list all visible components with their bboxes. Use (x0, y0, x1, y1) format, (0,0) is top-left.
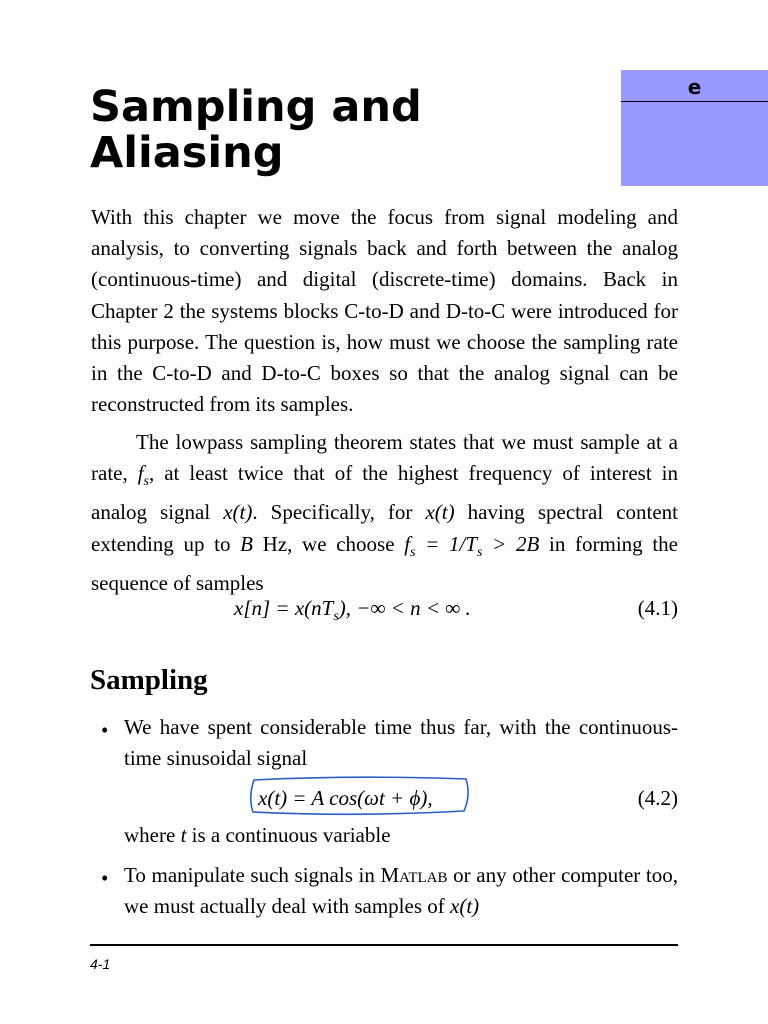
fs-subscript: s (143, 474, 149, 490)
p2-text-1: The lowpass sampling theorem states that we must sample at a rate, (91, 430, 678, 486)
equation-4-2-number: (4.2) (637, 786, 678, 810)
sampling-rate-eq-2B: > 2B (482, 531, 540, 556)
equation-4-1-number: (4.1) (637, 596, 678, 620)
chapter-tab-rule (621, 101, 768, 102)
chapter-title-line1: Sampling and (90, 82, 422, 132)
eq41-subscript: s (333, 609, 339, 624)
sampling-rate-eq-f: f (404, 531, 411, 556)
bullet-2-text-2: or any other computer too, we must actually deal with samples of (124, 863, 678, 919)
xt-symbol-2: x(t) (425, 500, 455, 525)
p2-text-3: . Specifically, for (252, 500, 426, 525)
chapter-tab (621, 70, 768, 186)
footer-rule (90, 944, 678, 946)
p2-text-4: having spectral content extending up to (91, 500, 679, 556)
p2-text-5: Hz, we choose (252, 531, 405, 556)
xt-symbol-1: x(t) (223, 500, 253, 525)
bullet-2-symbol: • (101, 866, 109, 890)
chapter-tab-letter: e (687, 75, 702, 99)
eq41-lhs: x[n] = x(nT (234, 596, 334, 620)
bullet-1-symbol: • (101, 718, 109, 742)
eq41-rhs: ), −∞ < n < ∞ . (338, 596, 471, 620)
chapter-title (90, 84, 610, 176)
bullet-2-xt-symbol: x(t) (450, 894, 480, 919)
fs-symbol: f (137, 461, 144, 486)
section-heading-sampling: Sampling (90, 664, 208, 696)
bullet-2-text-1: To manipulate such signals in (124, 863, 381, 887)
where-text-2: is a continuous variable (186, 823, 391, 847)
bullet-1-text: We have spent considerable time thus far, with the continuous-time sinusoidal signal (124, 715, 678, 771)
bandwidth-symbol: B (240, 531, 253, 556)
where-text-1: where (124, 823, 181, 847)
sampling-rate-eq-T: = 1/T (415, 531, 478, 556)
intro-paragraph-2 (91, 427, 678, 599)
sampling-rate-eq-f-sub: s (410, 544, 416, 560)
p2-text-6: in forming the sequence of samples (91, 531, 678, 595)
intro-paragraph-1: With this chapter we move the focus from signal modeling and analysis, to converting signals back and forth between the analog (continuous-time) and digital (discrete-time) domains. Back in Chapter 2 the systems blocks C-to-D and D-to-C were introduced for this purpose. The question is, how must we choose the sampling rate in the C-to-D and D-to-C boxes so that the analog signal can be reconstructed from its samples. (91, 205, 678, 417)
sampling-rate-eq-T-sub: s (477, 544, 483, 560)
equation-4-2: x(t) = A cos(ωt + ϕ), (258, 786, 433, 810)
where-t-symbol: t (180, 823, 187, 847)
page-number: 4-1 (90, 956, 111, 972)
equation-4-1 (234, 594, 471, 631)
chapter-title-line2: Aliasing (90, 128, 284, 178)
bullet-2-text (124, 860, 678, 922)
p2-text-2: , at least twice that of the highest frequency of interest in analog signal (91, 461, 678, 525)
where-line (124, 820, 391, 851)
matlab-name: Matlab (380, 863, 448, 887)
